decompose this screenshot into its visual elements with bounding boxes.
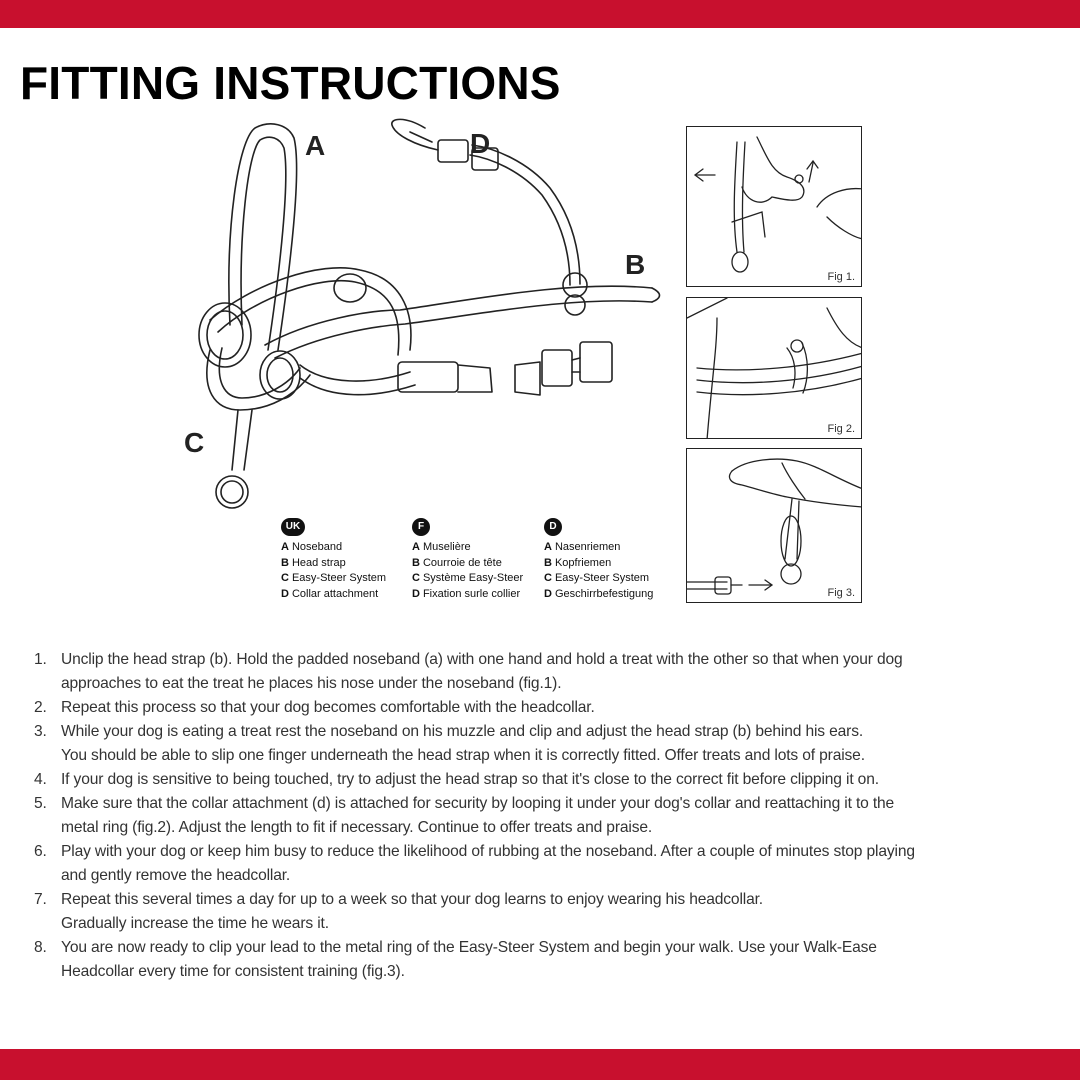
top-red-bar [0,0,1080,28]
instruction-step: 3. While your dog is eating a treat rest the noseband on his muzzle and clip and adjust the head strap (b) behind his ears. You should be able to slip one finger underneath the head strap when it is correctly fitted. Offer treats and lots of praise. [34,723,865,764]
figure-1-caption: Fig 1. [827,271,855,283]
instruction-step: 8. You are now ready to clip your lead to the metal ring of the Easy-Steer System and begin your walk. Use your Walk-Ease Headcollar every time for consistent training (fig.3). [34,939,877,980]
instruction-step: 7. Repeat this several times a day for up to a week so that your dog learns to enjoy wearing his headcollar. Gradually increase the time he wears it. [34,891,763,932]
legend-d [544,518,653,602]
instruction-step: 6. Play with your dog or keep him busy to reduce the likelihood of rubbing at the noseband. After a couple of minutes stop playing and gently remove the headcollar. [34,843,915,884]
legend-badge-d: D [544,518,562,536]
legend-item: D Geschirrbefestigung [544,587,654,600]
instruction-step: 5. Make sure that the collar attachment (d) is attached for security by looping it under your dog's collar and reattaching it to the metal ring (fig.2). Adjust the length to fit if necessary. Continue to offer treats and praise. [34,795,895,836]
legend-item: D Collar attachment [281,587,379,600]
legend-item: B Kopfriemen [544,556,612,569]
diagram-label-d: D [470,128,491,159]
legend-item: C Easy-Steer System [544,572,650,584]
legend-item: B Courroie de tête [412,556,502,569]
instruction-step: 2. Repeat this process so that your dog becomes comfortable with the headcollar. [34,699,595,716]
page-title: FITTING INSTRUCTIONS [20,57,561,109]
figure-2-caption: Fig 2. [827,423,855,435]
dog-collar-illustration [687,298,862,439]
legend-item: A Muselière [412,541,471,553]
legend-item: A Nasenriemen [544,541,621,553]
headcollar-diagram [170,110,680,530]
legend-item: D Fixation surle collier [412,587,521,600]
figure-3 [686,448,862,603]
bottom-red-bar [0,1049,1080,1080]
instruction-list [34,648,1049,984]
legend-item: A Noseband [281,541,343,553]
diagram-label-c: C [184,427,205,458]
instruction-step: 4. If your dog is sensitive to being touched, try to adjust the head strap so that it's close to the correct fit before clipping it on. [34,771,879,788]
figure-2 [686,297,862,439]
legend-badge-uk: UK [281,518,305,536]
legend-f [412,518,523,602]
instruction-step: 1. Unclip the head strap (b). Hold the padded noseband (a) with one hand and hold a treat with the other so that when your dog approaches to eat the treat he places his nose under the noseband (fig.1). [34,651,903,692]
legend-item: C Easy-Steer System [281,572,387,584]
legend-item: C Système Easy-Steer [412,572,524,584]
dog-lead-illustration [687,449,862,603]
legend-badge-f: F [412,518,430,536]
diagram-label-b: B [625,249,646,280]
figure-1 [686,126,862,287]
legend-item: B Head strap [281,556,346,569]
dog-nose-illustration [687,127,862,287]
figure-3-caption: Fig 3. [827,587,855,599]
diagram-label-a: A [305,130,326,161]
legend-uk [281,518,386,602]
